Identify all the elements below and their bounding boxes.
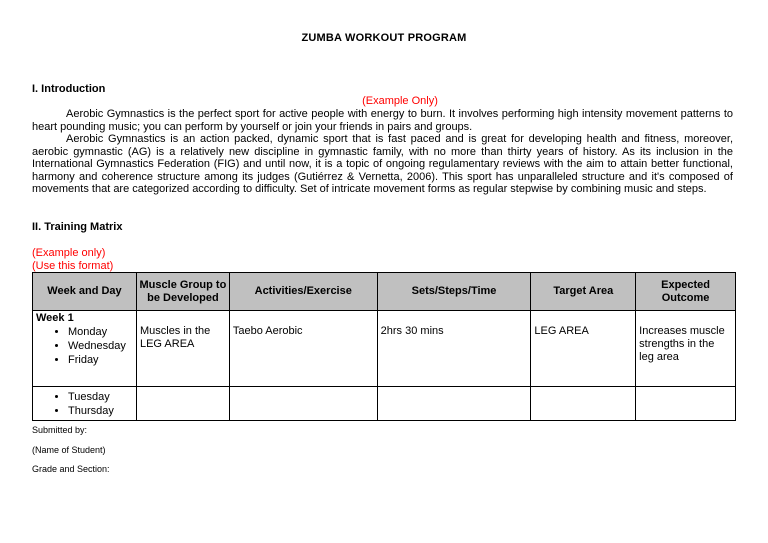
table-header-row <box>33 273 736 311</box>
name-of-student-label: (Name of Student) <box>32 445 106 455</box>
week-label: Week 1 <box>36 312 74 324</box>
day-list <box>36 390 133 418</box>
intro-paragraph-1-text: Aerobic Gymnastics is the perfect sport for active people with energy to burn. It involves performing high intensity movement patterns to heart pounding music; you can perform by yourself or join your friends in pairs and groups. <box>32 108 733 133</box>
table-row <box>33 311 736 387</box>
header-muscle-group: Muscle Group to be Developed <box>136 273 229 311</box>
matrix-use-format: (Use this format) <box>32 259 114 272</box>
header-outcome: Expected Outcome <box>636 273 736 311</box>
cell-muscle-group: Muscles in the LEG AREA <box>136 311 229 387</box>
cell-sets <box>377 387 531 421</box>
cell-week-day <box>33 311 137 387</box>
header-activities: Activities/Exercise <box>229 273 377 311</box>
cell-week-day <box>33 387 137 421</box>
training-matrix-heading: II. Training Matrix <box>32 221 123 233</box>
table-row <box>33 387 736 421</box>
intro-paragraph-1 <box>32 108 733 133</box>
cell-outcome <box>636 387 736 421</box>
cell-outcome: Increases muscle strengths in the leg area <box>636 311 736 387</box>
day-list <box>36 325 133 367</box>
header-target-area: Target Area <box>531 273 636 311</box>
list-item: • Monday <box>68 325 133 339</box>
matrix-example-only: (Example only) <box>32 247 106 259</box>
matrix-example-note <box>32 247 113 272</box>
document-title: ZUMBA WORKOUT PROGRAM <box>301 32 467 44</box>
training-matrix-table <box>32 272 736 421</box>
introduction-heading: I. Introduction <box>32 83 106 95</box>
cell-activities: Taebo Aerobic <box>229 311 377 387</box>
intro-example-note: (Example Only) <box>362 95 438 107</box>
cell-muscle-group <box>136 387 229 421</box>
cell-sets: 2hrs 30 mins <box>377 311 531 387</box>
cell-target-area <box>531 387 636 421</box>
header-week-day: Week and Day <box>33 273 137 311</box>
cell-target-area: LEG AREA <box>531 311 636 387</box>
header-sets: Sets/Steps/Time <box>377 273 531 311</box>
list-item: • Thursday <box>68 404 133 418</box>
cell-activities <box>229 387 377 421</box>
intro-citation: (Gutiérrez & Vernetta, 2006) <box>293 170 436 183</box>
list-item: • Wednesday <box>68 339 133 353</box>
grade-section-label: Grade and Section: <box>32 464 110 474</box>
submitted-by-label: Submitted by: <box>32 425 88 435</box>
intro-paragraph-2-text: Aerobic Gymnastics is an action packed, dynamic sport that is fast paced and is great for developing health and fitness, moreover, aerobic gymnastic (AG) is a relatively new discipline in gymnastic family, with no more than thirty years of history. As its inclusion in the International Gymnastics Federation (FIG) and until now, it is a topic of ongoing regulamentary reviews with the aim to attain better functional, harmony and coherence structure among its judges <box>32 133 733 183</box>
list-item: • Friday <box>68 353 133 367</box>
intro-paragraph-2-end: . This sport has unparalleled structure and it's composed of movements that are categorized according to difficulty. Set of intricate movement forms as regular stepwise by combining music and steps. <box>32 170 733 196</box>
intro-paragraph-2 <box>32 133 733 196</box>
list-item: • Tuesday <box>68 390 133 404</box>
